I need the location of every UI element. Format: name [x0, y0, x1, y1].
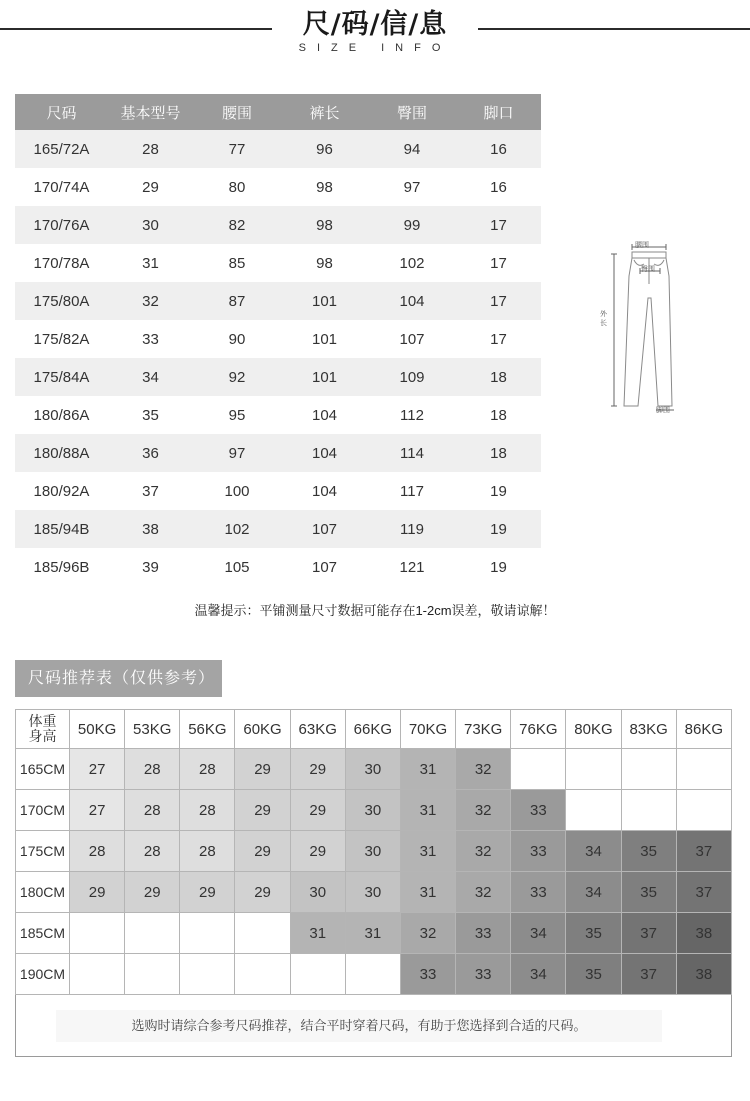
size-table-cell: 102	[193, 510, 281, 548]
recommend-size-cell: 28	[180, 749, 235, 790]
size-table-header: 腰围	[193, 94, 281, 130]
recommend-size-cell: 38	[676, 954, 731, 995]
recommend-size-cell: 29	[235, 831, 290, 872]
size-table-row	[15, 396, 541, 434]
recommend-size-cell: 37	[676, 872, 731, 913]
size-table-cell: 180/92A	[33, 482, 90, 500]
size-table-cell: 101	[281, 358, 368, 396]
height-label: 165CM	[16, 749, 70, 790]
size-table-row	[15, 320, 541, 358]
size-table-cell: 31	[142, 254, 159, 272]
size-table-cell: 121	[399, 558, 425, 576]
size-table-cell: 32	[108, 282, 193, 320]
size-table-cell: 170/78A	[33, 254, 90, 272]
recommend-size-cell: 30	[345, 872, 400, 913]
size-table-cell: 185/94B	[15, 510, 108, 548]
corner-weight-label: 体重	[28, 713, 57, 729]
recommend-size-cell: 29	[180, 872, 235, 913]
size-table-cell: 18	[490, 406, 507, 424]
size-table-cell: 17	[490, 330, 507, 348]
recommend-size-cell	[180, 913, 235, 954]
recommend-size-cell	[566, 749, 621, 790]
size-table-cell: 112	[400, 406, 424, 424]
recommend-size-cell: 32	[456, 872, 511, 913]
recommend-size-cell	[180, 954, 235, 995]
size-table-cell: 19	[456, 510, 541, 548]
size-table-cell: 17	[456, 282, 541, 320]
weight-header: 86KG	[676, 710, 731, 749]
recommend-size-cell: 28	[125, 790, 180, 831]
weight-header: 70KG	[400, 710, 455, 749]
weight-header: 76KG	[511, 710, 566, 749]
size-table-cell: 101	[311, 330, 338, 348]
weight-header: 63KG	[290, 710, 345, 749]
size-table-cell: 114	[368, 434, 456, 472]
recommend-size-cell: 34	[511, 954, 566, 995]
size-table-cell: 104	[368, 282, 456, 320]
weight-header: 80KG	[566, 710, 621, 749]
size-table-cell: 30	[108, 206, 193, 244]
recommend-size-cell: 31	[345, 913, 400, 954]
weight-header: 73KG	[456, 710, 511, 749]
recommend-size-cell: 29	[235, 790, 290, 831]
size-table-cell: 185/96B	[33, 558, 90, 576]
recommend-header-row	[16, 710, 732, 749]
size-table-header: 尺码	[15, 94, 108, 130]
size-table-row	[15, 282, 541, 320]
weight-header: 50KG	[70, 710, 125, 749]
size-table-cell: 107	[281, 510, 368, 548]
size-table-cell: 105	[224, 558, 250, 576]
recommend-size-cell: 27	[70, 790, 125, 831]
size-table-cell: 104	[311, 482, 338, 500]
size-table-cell: 18	[456, 434, 541, 472]
recommend-corner-cell	[16, 710, 70, 749]
size-table-cell: 104	[311, 406, 338, 424]
recommend-size-cell	[676, 749, 731, 790]
size-table-cell: 17	[456, 206, 541, 244]
header-right-rule	[478, 28, 750, 30]
page-subtitle: SIZE INFO	[298, 42, 452, 54]
size-table-cell: 16	[456, 130, 541, 168]
diagram-label-waist: 腰围	[635, 242, 649, 249]
recommend-row	[16, 749, 732, 790]
recommend-size-cell: 29	[70, 872, 125, 913]
recommend-size-cell	[621, 790, 676, 831]
size-table-cell: 36	[108, 434, 193, 472]
recommend-size-cell: 35	[621, 872, 676, 913]
recommend-size-cell	[290, 954, 345, 995]
recommend-row	[16, 790, 732, 831]
recommend-size-cell: 35	[621, 831, 676, 872]
recommend-size-cell: 33	[400, 954, 455, 995]
size-table-cell: 175/80A	[15, 282, 108, 320]
size-table-cell: 19	[490, 482, 507, 500]
size-table-cell: 35	[142, 406, 159, 424]
recommend-size-cell: 29	[125, 872, 180, 913]
size-table-cell: 170/76A	[15, 206, 108, 244]
size-table-cell: 99	[368, 206, 456, 244]
size-table-cell: 100	[224, 482, 250, 500]
size-table-cell: 28	[108, 130, 193, 168]
weight-header: 66KG	[345, 710, 400, 749]
recommend-row	[16, 872, 732, 913]
size-table-header: 臀围	[368, 94, 456, 130]
height-label: 190CM	[16, 954, 70, 995]
recommend-size-cell: 37	[676, 831, 731, 872]
recommend-size-cell: 33	[511, 790, 566, 831]
size-table-cell: 119	[368, 510, 456, 548]
size-table-cell: 82	[193, 206, 281, 244]
size-table-cell: 80	[228, 178, 246, 196]
recommend-size-cell: 35	[566, 913, 621, 954]
size-table-cell: 37	[142, 482, 159, 500]
size-table-row	[15, 548, 541, 586]
recommend-size-cell: 33	[456, 954, 511, 995]
weight-header: 56KG	[180, 710, 235, 749]
recommend-size-cell: 32	[456, 749, 511, 790]
recommend-size-cell: 31	[290, 913, 345, 954]
recommend-size-cell: 29	[290, 749, 345, 790]
size-table-cell: 101	[281, 282, 368, 320]
size-table-cell: 77	[193, 130, 281, 168]
weight-header: 60KG	[235, 710, 290, 749]
recommend-size-cell: 33	[511, 872, 566, 913]
size-table-cell: 90	[228, 330, 246, 348]
size-table-cell: 117	[400, 482, 424, 500]
size-table-cell: 98	[316, 254, 333, 272]
recommend-size-cell: 28	[125, 749, 180, 790]
recommend-size-cell	[345, 954, 400, 995]
size-table-cell: 180/86A	[33, 406, 90, 424]
recommend-size-cell: 37	[621, 954, 676, 995]
recommend-size-cell	[125, 913, 180, 954]
size-table-cell: 95	[228, 406, 246, 424]
recommend-size-cell	[511, 749, 566, 790]
recommend-size-cell: 30	[290, 872, 345, 913]
size-table-cell: 38	[108, 510, 193, 548]
size-table-cell: 19	[490, 558, 507, 576]
pants-diagram	[596, 236, 686, 418]
recommend-size-cell	[70, 913, 125, 954]
recommend-size-cell: 28	[125, 831, 180, 872]
height-label: 170CM	[16, 790, 70, 831]
recommend-row	[16, 954, 732, 995]
size-table-cell: 34	[108, 358, 193, 396]
recommend-note: 选购时请综合参考尺码推荐，结合平时穿着尺码，有助于您选择到合适的尺码。	[56, 1010, 662, 1042]
size-table-cell: 39	[142, 558, 159, 576]
size-table-cell: 102	[399, 254, 425, 272]
recommend-size-cell: 29	[290, 831, 345, 872]
recommend-size-cell	[70, 954, 125, 995]
recommend-size-cell: 35	[566, 954, 621, 995]
size-table-row	[15, 168, 541, 206]
height-label: 175CM	[16, 831, 70, 872]
size-table-cell: 97	[193, 434, 281, 472]
size-table-cell: 87	[193, 282, 281, 320]
recommend-row	[16, 831, 732, 872]
recommend-size-cell: 31	[400, 872, 455, 913]
height-label: 180CM	[16, 872, 70, 913]
recommend-size-cell	[125, 954, 180, 995]
size-table-row	[15, 434, 541, 472]
size-table-row	[15, 472, 541, 510]
weight-header: 53KG	[125, 710, 180, 749]
size-table-cell: 94	[368, 130, 456, 168]
size-table-cell: 98	[281, 206, 368, 244]
recommend-size-cell: 31	[400, 831, 455, 872]
recommend-row	[16, 913, 732, 954]
recommend-size-cell: 32	[456, 831, 511, 872]
header-left-rule	[0, 28, 272, 30]
size-table-row	[15, 510, 541, 548]
recommend-size-cell: 34	[511, 913, 566, 954]
size-table-cell: 175/82A	[33, 330, 90, 348]
size-table-header: 裤长	[281, 94, 368, 130]
recommend-size-cell	[235, 913, 290, 954]
recommend-size-cell: 29	[235, 872, 290, 913]
diagram-label-length: 外长	[600, 311, 607, 327]
recommend-size-cell: 31	[400, 790, 455, 831]
size-table-cell: 180/88A	[15, 434, 108, 472]
recommend-size-cell: 32	[456, 790, 511, 831]
recommend-size-cell: 33	[456, 913, 511, 954]
corner-height-label: 身高	[28, 728, 57, 744]
size-table-cell: 92	[193, 358, 281, 396]
size-table-cell: 175/84A	[15, 358, 108, 396]
measurement-tip: 温馨提示：平铺测量尺寸数据可能存在1-2cm误差，敬请谅解！	[194, 603, 556, 618]
recommend-size-cell: 33	[511, 831, 566, 872]
recommend-size-cell: 34	[566, 872, 621, 913]
size-table-cell: 109	[368, 358, 456, 396]
recommend-size-cell: 28	[70, 831, 125, 872]
size-table-cell: 96	[281, 130, 368, 168]
recommend-size-cell: 31	[400, 749, 455, 790]
size-table-cell: 33	[142, 330, 159, 348]
size-table-cell: 16	[490, 178, 507, 196]
size-table-header: 脚口	[456, 94, 541, 130]
size-table-cell: 85	[228, 254, 246, 272]
recommend-size-cell: 38	[676, 913, 731, 954]
recommend-title: 尺码推荐表（仅供参考）	[15, 660, 222, 697]
size-table-cell: 29	[142, 178, 159, 196]
diagram-label-hem: 脚围	[656, 407, 670, 414]
size-table-cell: 107	[399, 330, 425, 348]
height-label: 185CM	[16, 913, 70, 954]
weight-header: 83KG	[621, 710, 676, 749]
recommend-size-cell: 29	[235, 749, 290, 790]
size-table-cell: 107	[311, 558, 338, 576]
recommend-size-cell: 32	[400, 913, 455, 954]
size-table-cell: 97	[403, 178, 421, 196]
recommend-size-cell: 28	[180, 790, 235, 831]
recommend-size-cell: 30	[345, 790, 400, 831]
recommend-size-cell: 28	[180, 831, 235, 872]
recommend-size-cell: 29	[290, 790, 345, 831]
recommend-table	[15, 709, 732, 995]
recommend-size-cell: 37	[621, 913, 676, 954]
recommend-size-cell	[676, 790, 731, 831]
size-table-row	[15, 358, 541, 396]
size-table-row	[15, 206, 541, 244]
recommend-size-cell: 30	[345, 749, 400, 790]
size-table-row	[15, 130, 541, 168]
size-table-header: 基本型号	[108, 94, 193, 130]
recommend-size-cell: 27	[70, 749, 125, 790]
size-table-cell: 170/74A	[33, 178, 90, 196]
size-table-header-row	[15, 94, 541, 130]
recommend-size-cell: 34	[566, 831, 621, 872]
size-table-cell: 18	[456, 358, 541, 396]
size-table-cell: 98	[316, 178, 333, 196]
size-table-cell: 104	[281, 434, 368, 472]
recommend-size-cell	[235, 954, 290, 995]
size-table-cell: 17	[490, 254, 507, 272]
size-table-row	[15, 244, 541, 282]
recommend-size-cell: 30	[345, 831, 400, 872]
size-table	[15, 94, 541, 586]
recommend-size-cell	[566, 790, 621, 831]
size-table-cell: 165/72A	[15, 130, 108, 168]
recommend-size-cell	[621, 749, 676, 790]
diagram-label-hip: 臀围	[641, 266, 655, 273]
page-title: 尺/码/信/息	[302, 9, 448, 40]
